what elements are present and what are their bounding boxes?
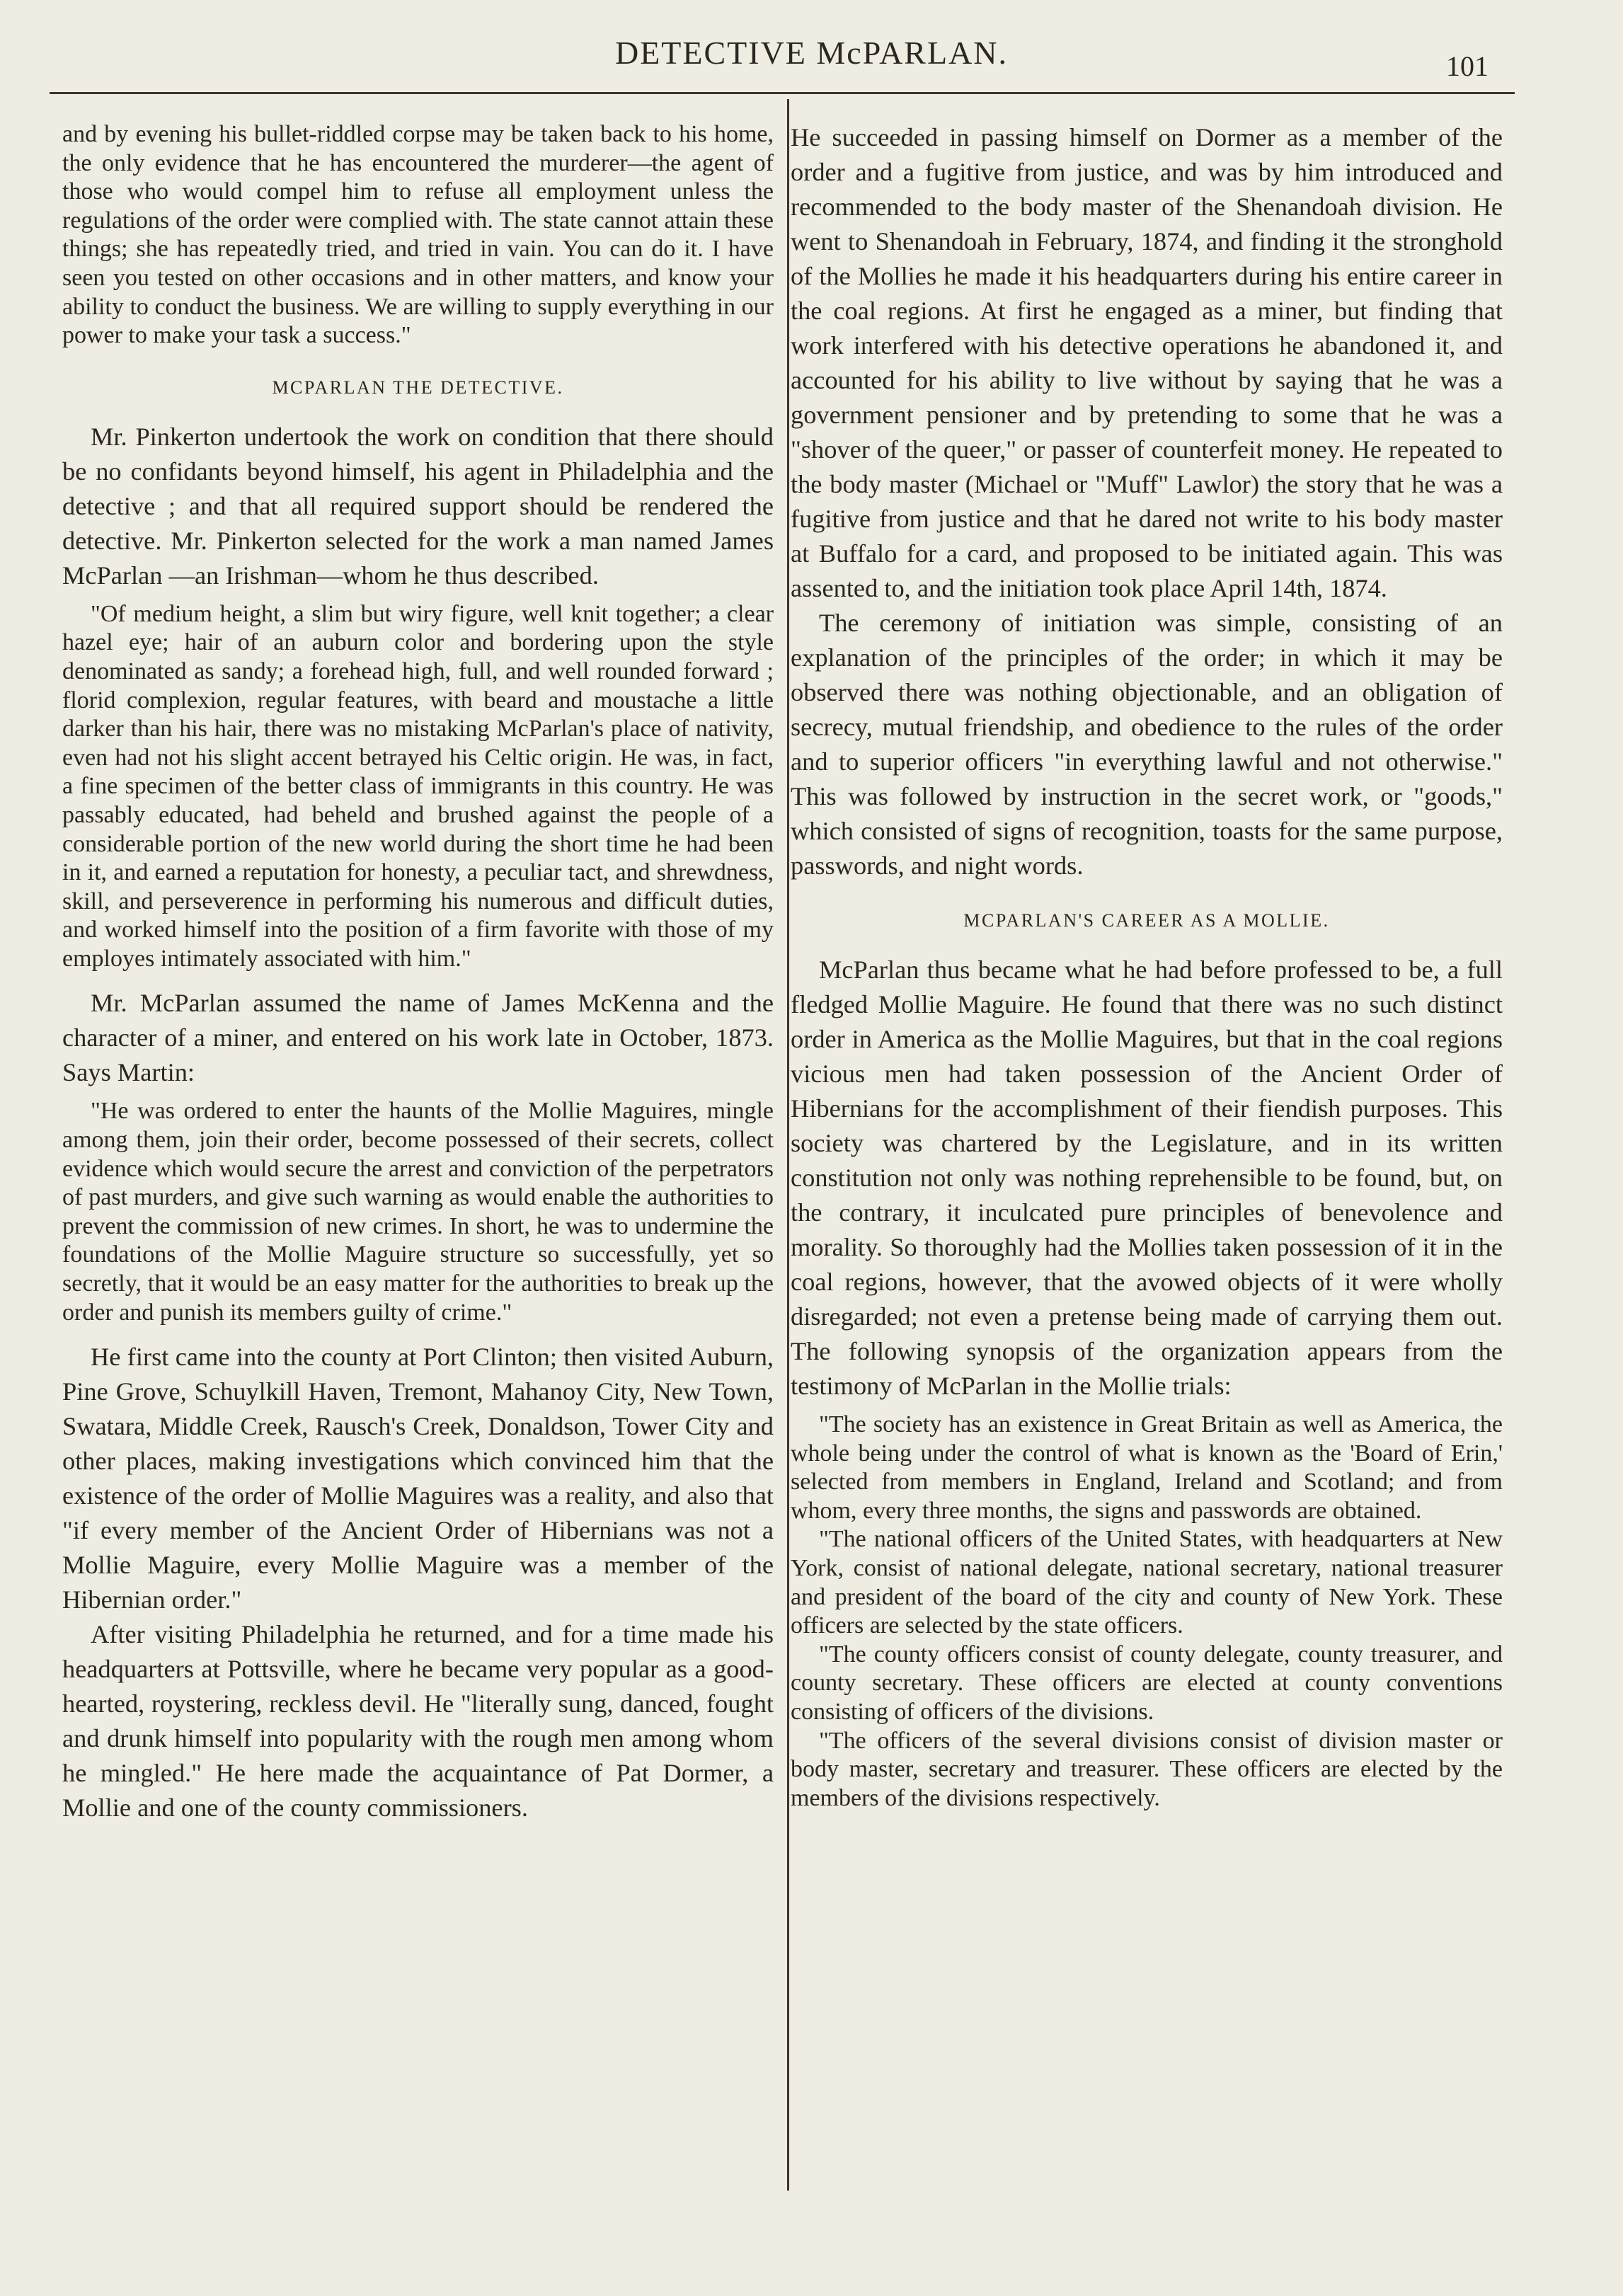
- page-number: 101: [1446, 50, 1489, 82]
- left-column: [62, 120, 774, 2191]
- section-heading: MCPARLAN'S CAREER AS A MOLLIE.: [963, 910, 1330, 931]
- block-quote: "The national officers of the United States, with headquarters at New York, consist of national delegate, national secretary, national treasurer and president of the board of the city and county of New York. These officers are selected by the state officers.: [791, 1526, 1503, 1639]
- column-divider: [787, 99, 789, 2191]
- paragraph: Mr. McParlan assumed the name of James McKenna and the character of a miner, and entered on his work late in October, 1873. Says Martin:: [62, 989, 774, 1087]
- running-head-title: DETECTIVE McPARLAN.: [614, 35, 1009, 71]
- paragraph: After visiting Philadelphia he returned, and for a time made his headquarters at Pottsville, where he became very popular as a good-hearted, roystering, reckless devil. He "literally sung, danced, fought and drunk himself into popularity with the rough men among whom he mingled." He here made the acquaintance of Pat Dormer, a Mollie and one of the county commissioners.: [62, 1620, 774, 1823]
- right-column: [791, 120, 1503, 2187]
- block-quote: "Of medium height, a slim but wiry figure, well knit together; a clear hazel eye; hair of an auburn color and bordering upon the style denominated as sandy; a forehead high, full, and well rounded forward ; florid complexion, regular features, with beard and moustache a little darker than his hair, there was no mistaking McParlan's place of nativity, even had not his slight accent betrayed his Celtic origin. He was, in fact, a fine specimen of the better class of immigrants in this country. He was passably educated, had beheld and brushed against the people of a considerable portion of the new world during the short time he had been in it, and earned a reputation for honesty, a peculiar tact, and shrewdness, skill, and perseverence in performing his numerous and difficult duties, and worked himself into the position of a firm favorite with those of my employes intimately associated with him.": [62, 600, 774, 972]
- paragraph: McParlan thus became what he had before professed to be, a full fledged Mollie Maguire. He found that there was no such distinct order in America as the Mollie Maguires, but that in the coal regions vicious men had taken possession of the Ancient Order of Hibernians for the accomplishment of their fiendish purposes. This society was chartered by the Legislature, and in its written constitution not only was nothing reprehensible to be found, but, on the contrary, it inculcated pure principles of benevolence and morality. So thoroughly had the Mollies taken possession of it in the coal regions, however, that the avowed objects of it were wholly disregarded; not even a pretense being made of carrying them out. The following synopsis of the organization appears from the testimony of McParlan in the Mollie trials:: [791, 955, 1503, 1400]
- section-heading: MCPARLAN THE DETECTIVE.: [272, 377, 564, 398]
- paragraph: and by evening his bullet-riddled corpse may be taken back to his home, the only evidence that he has encountered the murderer—the agent of those who would compel him to refuse all employment unless the regulations of the order were complied with. The state cannot attain these things; she has repeatedly tried, and tried in vain. You can do it. I have seen you tested on other occasions and in other matters, and know your ability to conduct the business. We are willing to supply everything in our power to make your task a success.": [62, 121, 774, 349]
- block-quote: "He was ordered to enter the haunts of the Mollie Maguires, mingle among them, join their order, become possessed of their secrets, collect evidence which would secure the arrest and conviction of the perpetrators of past murders, and give such warning as would enable the authorities to prevent the commission of new crimes. In short, he was to undermine the foundations of the Mollie Maguire structure so successfully, yet so secretly, that it would be an easy matter for the authorities to break up the order and punish its members guilty of crime.": [62, 1098, 774, 1326]
- paragraph: He succeeded in passing himself on Dormer as a member of the order and a fugitive from justice, and was by him introduced and recommended to the body master of the Shenandoah division. He went to Shenandoah in February, 1874, and finding it the stronghold of the Mollies he made it his headquarters during his entire career in the coal regions. At first he engaged as a miner, but finding that work interfered with his detective operations he abandoned it, and accounted for his ability to live without by saying that he was a government pensioner and by pretending to some that he was a "shover of the queer," or passer of counterfeit money. He repeated to the body master (Michael or "Muff" Lawlor) the story that he was a fugitive from justice and that he dared not write to his body master at Buffalo for a card, and proposed to be initiated again. This was assented to, and the initiation took place April 14th, 1874.: [791, 123, 1503, 602]
- block-quote: "The county officers consist of county delegate, county treasurer, and county secretary. These officers are elected at county conventions consisting of officers of the divisions.: [791, 1641, 1503, 1725]
- paragraph: Mr. Pinkerton undertook the work on condition that there should be no confidants beyond himself, his agent in Philadelphia and the detective ; and that all required support should be rendered the detective. Mr. Pinkerton selected for the work a man named James McParlan —an Irishman—whom he thus described.: [62, 422, 774, 590]
- header-rule: [50, 92, 1515, 94]
- paragraph: The ceremony of initiation was simple, consisting of an explanation of the principles of the order; in which it may be observed there was nothing objectionable, and an obligation of secrecy, mutual friendship, and obedience to the rules of the order and to superior officers "in everything lawful and not otherwise." This was followed by instruction in the secret work, or "goods," which consisted of signs of recognition, toasts for the same purpose, passwords, and night words.: [791, 609, 1503, 880]
- block-quote: "The society has an existence in Great Britain as well as America, the whole being under the control of what is known as the 'Board of Erin,' selected from members in England, Ireland and Scotland; and from whom, every three months, the signs and passwords are obtained.: [791, 1411, 1503, 1524]
- paragraph: He first came into the county at Port Clinton; then visited Auburn, Pine Grove, Schuylkill Haven, Tremont, Mahanoy City, New Town, Swatara, Middle Creek, Rausch's Creek, Donaldson, Tower City and other places, making investigations which convinced him that the existence of the order of Mollie Maguires was a reality, and also that "if every member of the Ancient Order of Hibernians was not a Mollie Maguire, every Mollie Maguire was a member of the Hibernian order.": [62, 1343, 774, 1614]
- block-quote: "The officers of the several divisions consist of division master or body master, secretary and treasurer. These officers are elected by the members of the divisions respectively.: [791, 1727, 1503, 1811]
